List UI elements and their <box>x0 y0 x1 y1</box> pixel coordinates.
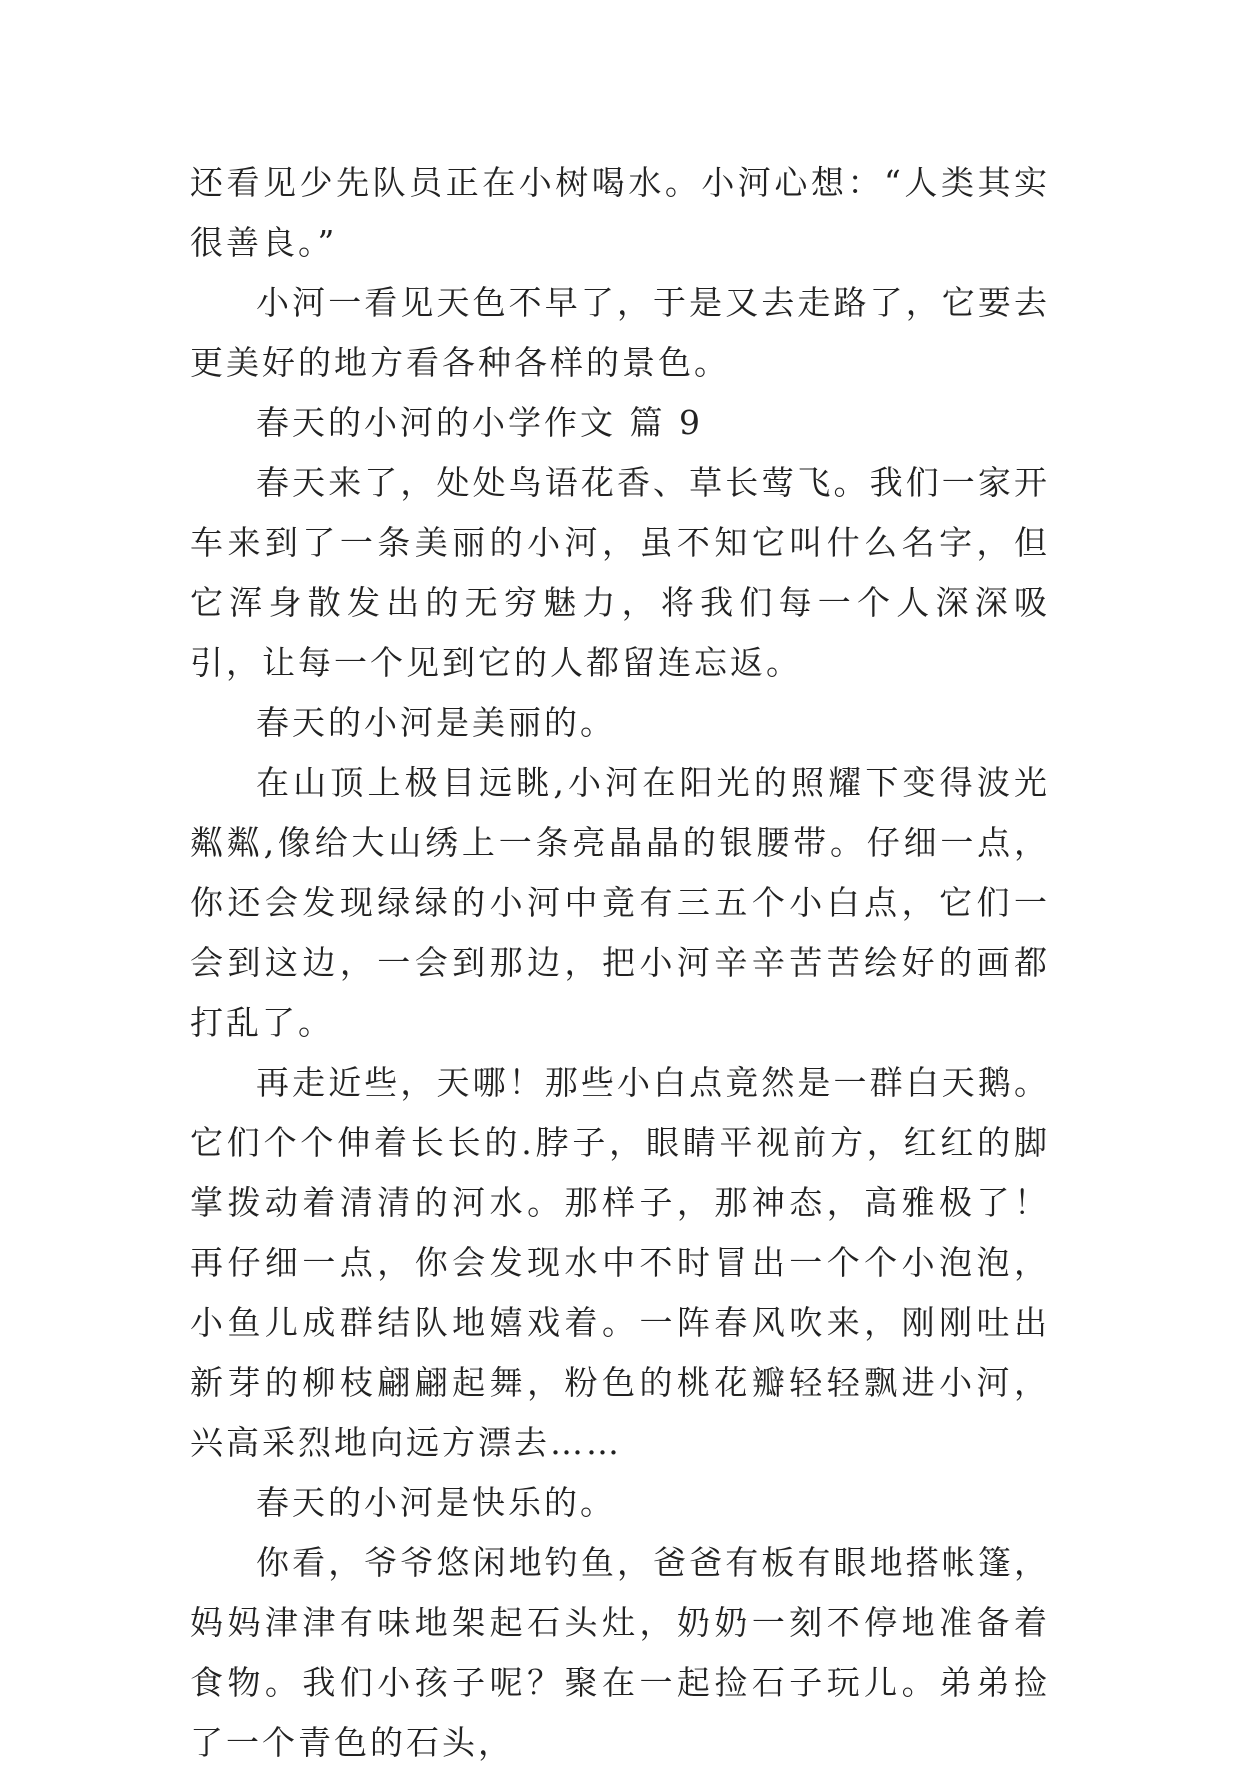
paragraph: 春天的小河是快乐的。 <box>256 1483 616 1522</box>
section-heading: 春天的小河的小学作文 篇 9 <box>256 403 703 442</box>
paragraph: 春天来了，处处鸟语花香、草长莺飞。我们一家开车来到了一条美丽的小河，虽不知它叫什么名字，但它浑身散发出的无穷魅力，将我们每一个人深深吸引，让每一个见到它的人都留连忘返。 <box>190 463 1050 682</box>
paragraph: 小河一看见天色不早了，于是又去走路了，它要去更美好的地方看各种各样的景色。 <box>190 283 1050 382</box>
document-body <box>190 153 1050 1773</box>
paragraph-continuation: 还看见少先队员正在小树喝水。小河心想：“人类其实很善良。” <box>190 163 1050 262</box>
paragraph: 在山顶上极目远眺,小河在阳光的照耀下变得波光粼粼,像给大山绣上一条亮晶晶的银腰带。仔细一点，你还会发现绿绿的小河中竟有三五个小白点，它们一会到这边，一会到那边，把小河辛辛苦苦绘好的画都打乱了。 <box>190 763 1050 1042</box>
paragraph: 你看，爷爷悠闲地钓鱼，爸爸有板有眼地搭帐篷，妈妈津津有味地架起石头灶，奶奶一刻不停地准备着食物。我们小孩子呢？聚在一起捡石子玩儿。弟弟捡了一个青色的石头， <box>190 1543 1050 1762</box>
paragraph: 再走近些，天哪！那些小白点竟然是一群白天鹅。它们个个伸着长长的.脖子，眼睛平视前方，红红的脚掌拨动着清清的河水。那样子，那神态，高雅极了！再仔细一点，你会发现水中不时冒出一个个小泡泡，小鱼儿成群结队地嬉戏着。一阵春风吹来，刚刚吐出新芽的柳枝翩翩起舞，粉色的桃花瓣轻轻飘进小河，兴高采烈地向远方漂去…… <box>190 1063 1050 1462</box>
paragraph: 春天的小河是美丽的。 <box>256 703 616 742</box>
